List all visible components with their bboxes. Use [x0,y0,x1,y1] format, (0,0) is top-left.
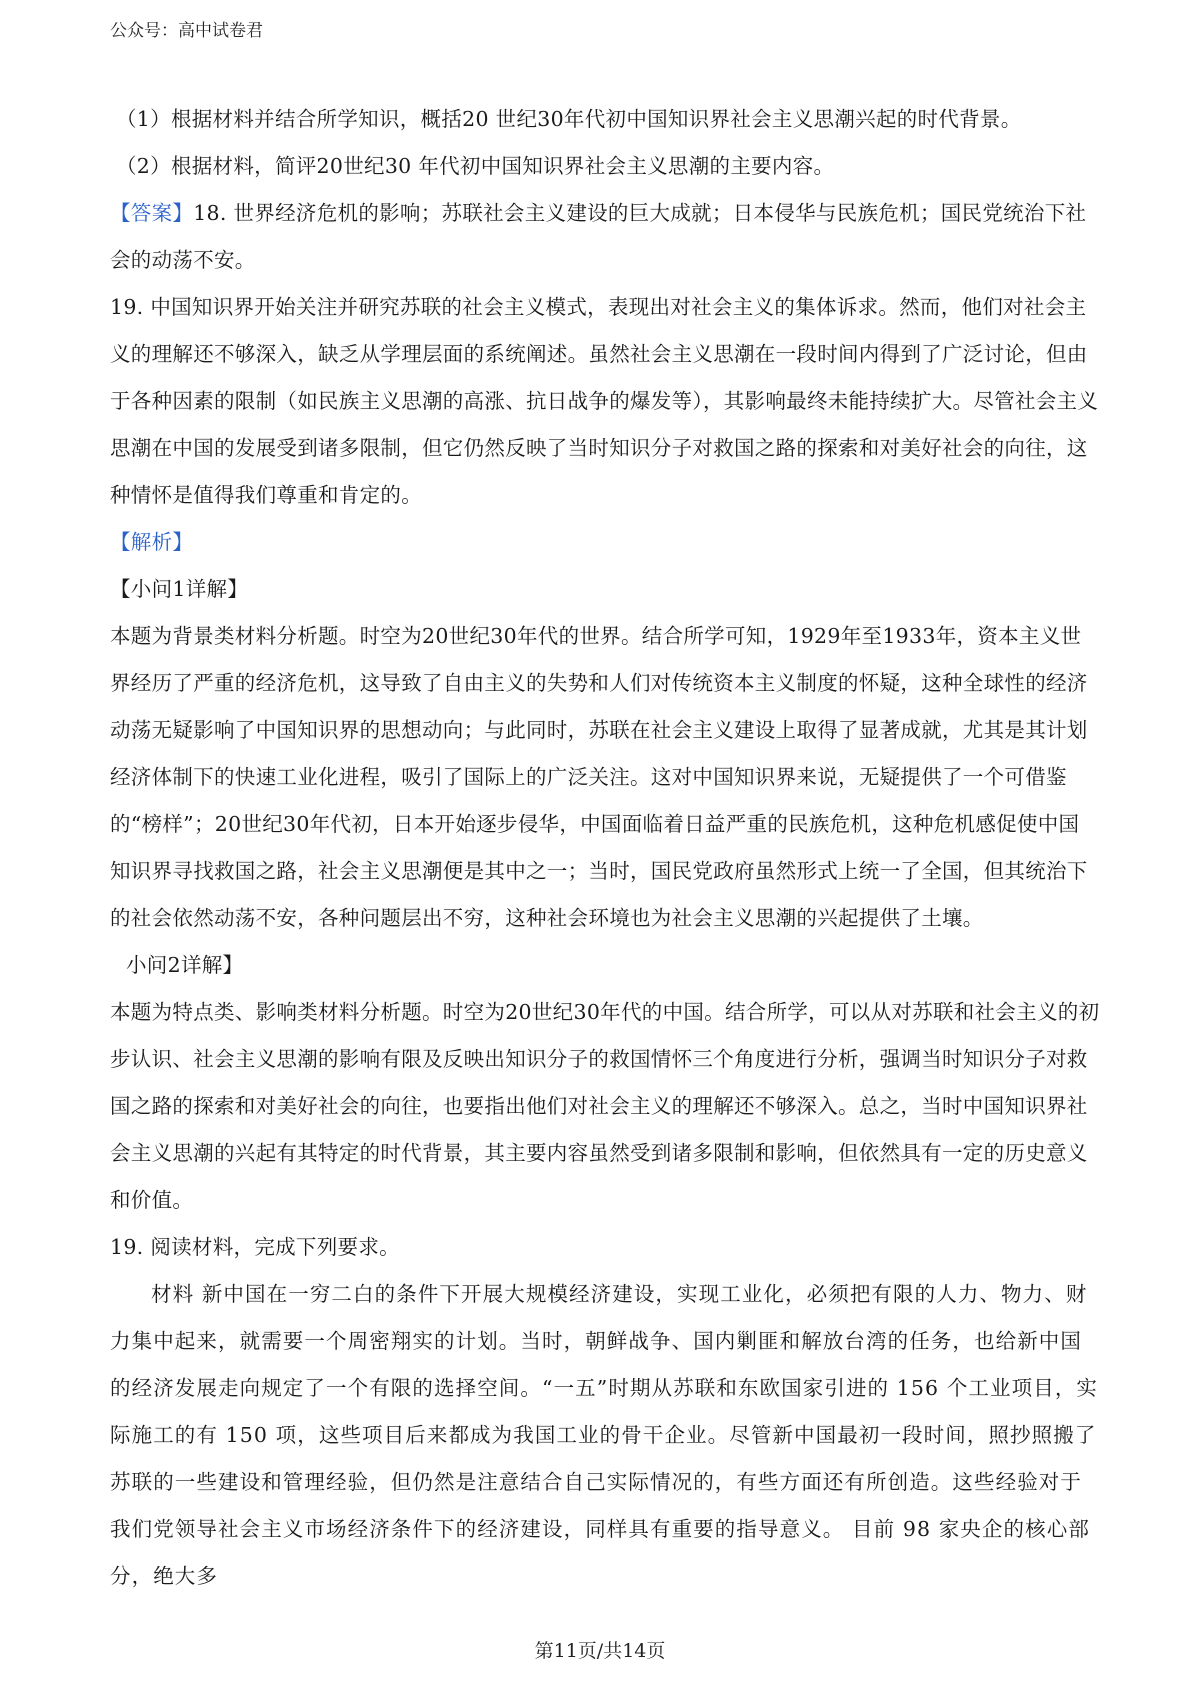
answer-19: 19. 中国知识界开始关注并研究苏联的社会主义模式，表现出对社会主义的集体诉求。然而，他们对社会主义的理解还不够深入，缺乏从学理层面的系统阐述。虽然社会主义思潮在一段时间内得到了广泛讨论，但由于各种因素的限制（如民族主义思潮的高涨、抗日战争的爆发等），其影响最终未能持续扩大。尽管社会主义思潮在中国的发展受到诸多限制，但它仍然反映了当时知识分子对救国之路的探索和对美好社会的向往，这种情怀是值得我们尊重和肯定的。 [110,295,1099,507]
page-header [110,16,263,41]
sub1-heading: 【小问1详解】 [110,577,249,601]
material-text: 材料 新中国在一穷二白的条件下开展大规模经济建设，实现工业化，必须把有限的人力、物力、财力集中起来，就需要一个周密翔实的计划。当时，朝鲜战争、国内剿匪和解放台湾的任务，也给新中国的经济发展走向规定了一个有限的选择空间。“一五”时期从苏联和东欧国家引进的 156 个工业项目，实际施工的有 150 项，这些项目后来都成为我国工业的骨干企业。尽管新中国最初一段时间，照抄照搬了苏联的一些建设和管理经验，但仍然是注意结合自己实际情况的，有些方面还有所创造。这些经验对于我们党领导社会主义市场经济条件下的经济建设，同样具有重要的指导意义。 目前 98 家央企的核心部分，绝大多 [110,1282,1099,1588]
page-number: 第11页/共14页 [534,1640,666,1662]
next-question-title: 19. 阅读材料，完成下列要求。 [110,1235,400,1259]
sub2-heading: 小问2详解】 [126,953,244,977]
header-text: 公众号：高中试卷君 [110,21,263,41]
sub2-body: 本题为特点类、影响类材料分析题。时空为20世纪30年代的中国。结合所学，可以从对苏联和社会主义的初步认识、社会主义思潮的影响有限及反映出知识分子的救国情怀三个角度进行分析，强调当时知识分子对救国之路的探索和对美好社会的向往，也要指出他们对社会主义的理解还不够深入。总之，当时中国知识界社会主义思潮的兴起有其特定的时代背景，其主要内容虽然受到诸多限制和影响，但依然具有一定的历史意义和价值。 [110,1000,1100,1212]
answer-block [110,190,1100,284]
answer-label: 【答案】 [110,201,194,225]
page-footer [0,1636,1200,1663]
sub1-body: 本题为背景类材料分析题。时空为20世纪30年代的世界。结合所学可知，1929年至1933年，资本主义世界经历了严重的经济危机，这导致了自由主义的失势和人们对传统资本主义制度的怀疑，这种全球性的经济动荡无疑影响了中国知识界的思想动向；与此同时，苏联在社会主义建设上取得了显著成就，尤其是其计划经济体制下的快速工业化进程，吸引了国际上的广泛关注。这对中国知识界来说，无疑提供了一个可借鉴的“榜样”；20世纪30年代初，日本开始逐步侵华，中国面临着日益严重的民族危机，这种危机感促使中国知识界寻找救国之路，社会主义思潮便是其中之一；当时，国民党政府虽然形式上统一了全国，但其统治下的社会依然动荡不安，各种问题层出不穷，这种社会环境也为社会主义思潮的兴起提供了土壤。 [110,624,1088,930]
question-2: （2）根据材料，简评20世纪30 年代初中国知识界社会主义思潮的主要内容。 [116,154,835,178]
analysis-label: 【解析】 [110,530,194,554]
document-body [110,96,1100,1600]
answer-18: 18. 世界经济危机的影响；苏联社会主义建设的巨大成就；日本侵华与民族危机；国民党统治下社会的动荡不安。 [110,201,1087,272]
question-1: （1）根据材料并结合所学知识，概括20 世纪30年代初中国知识界社会主义思潮兴起的时代背景。 [116,107,1022,131]
